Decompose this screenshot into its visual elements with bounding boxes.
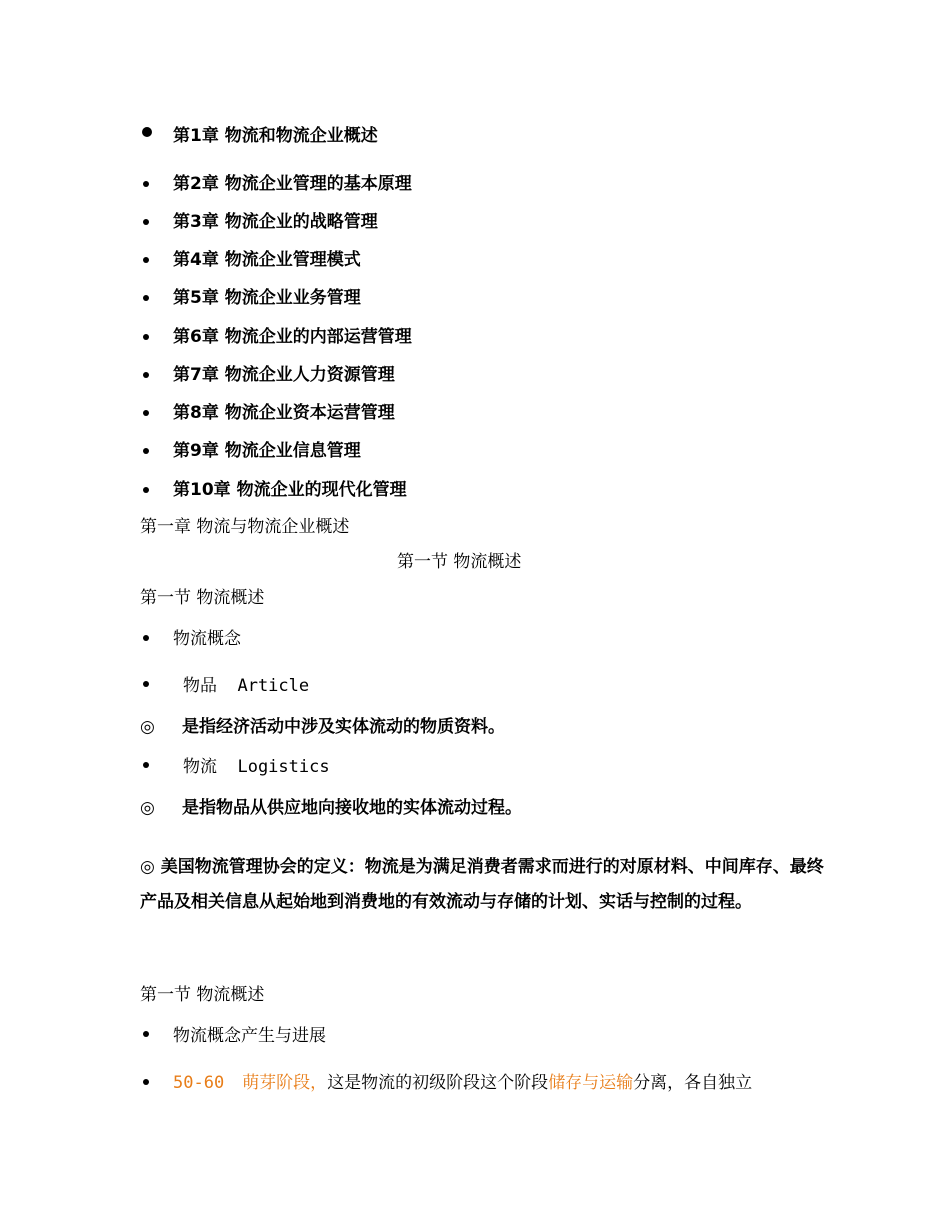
section-heading: 第一节 物流概述 — [140, 588, 265, 608]
term-logistics: 物流 Logistics — [183, 757, 330, 777]
bullet-icon — [143, 762, 149, 768]
progress-heading: 物流概念产生与进展 — [173, 1026, 326, 1046]
double-circle-icon: ◎ — [140, 717, 155, 737]
chapter-item: 第2章 物流企业管理的基本原理 — [173, 174, 412, 194]
stage-years: 50-60 — [173, 1073, 225, 1093]
bullet-icon — [143, 635, 149, 641]
section-heading-centered: 第一节 物流概述 — [397, 552, 522, 572]
term-article: 物品 Article — [183, 676, 310, 696]
bullet-icon — [143, 487, 149, 493]
stage-text: 这是物流的初级阶段这个阶段 — [327, 1073, 549, 1093]
bullet-icon — [143, 334, 149, 340]
bullet-icon — [143, 219, 149, 225]
section-heading: 第一节 物流概述 — [140, 985, 265, 1005]
stage-line — [173, 1071, 752, 1095]
chapter-item: 第6章 物流企业的内部运营管理 — [173, 327, 412, 347]
chapter-item: 第9章 物流企业信息管理 — [173, 441, 361, 461]
bullet-icon — [143, 1031, 149, 1037]
bullet-icon — [143, 1079, 149, 1085]
bullet-icon — [143, 681, 149, 687]
logistics-definition: 是指物品从供应地向接收地的实体流动过程。 — [182, 798, 522, 818]
chapter-item: 第5章 物流企业业务管理 — [173, 288, 361, 308]
stage-text-end: 分离，各自独立 — [633, 1073, 753, 1093]
chapter-item: 第10章 物流企业的现代化管理 — [173, 480, 407, 500]
usa-definition-paragraph: ◎ 美国物流管理协会的定义：物流是为满足消费者需求而进行的对原材料、中间库存、最终产品及相关信息从起始地到消费地的有效流动与存储的计划、实话与控制的过程。 — [140, 857, 824, 912]
chapter-item: 第4章 物流企业管理模式 — [173, 250, 361, 270]
stage-name: 萌芽阶段， — [242, 1073, 328, 1093]
bullet-icon — [143, 181, 149, 187]
concept-heading: 物流概念 — [173, 629, 241, 649]
chapter-item: 第8章 物流企业资本运营管理 — [173, 403, 395, 423]
chapter-one-title: 第一章 物流与物流企业概述 — [140, 517, 350, 537]
stage-highlight: 储存与运输 — [548, 1073, 634, 1093]
chapter-item: 第3章 物流企业的战略管理 — [173, 212, 378, 232]
article-definition: 是指经济活动中涉及实体流动的物质资料。 — [182, 717, 505, 737]
bullet-icon — [142, 127, 152, 137]
bullet-icon — [143, 257, 149, 263]
bullet-icon — [143, 295, 149, 301]
bullet-icon — [143, 372, 149, 378]
chapter-item: 第7章 物流企业人力资源管理 — [173, 365, 395, 385]
double-circle-icon: ◎ — [140, 798, 155, 818]
chapter-item: 第1章 物流和物流企业概述 — [173, 126, 378, 146]
bullet-icon — [143, 410, 149, 416]
bullet-icon — [143, 448, 149, 454]
